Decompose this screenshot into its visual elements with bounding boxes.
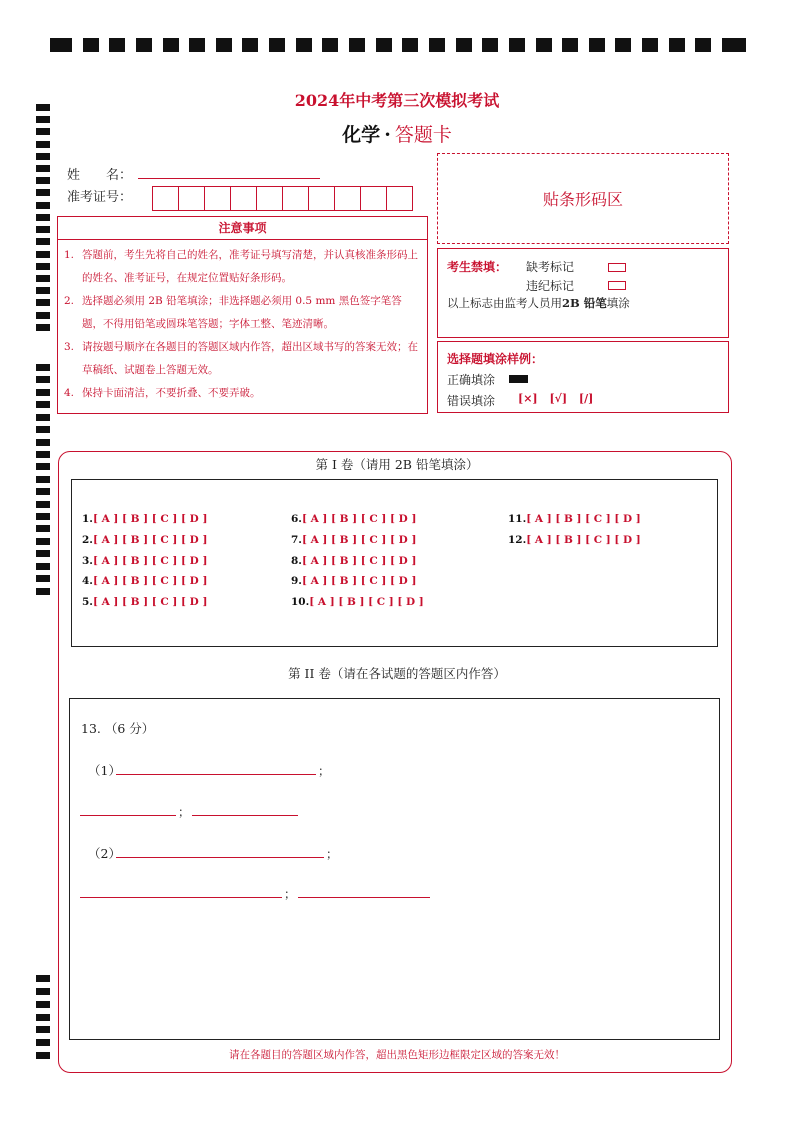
choice-options[interactable]: [ A ] [ B ] [ C ] [ D ]: [526, 533, 641, 546]
timing-mark: [36, 389, 50, 396]
timing-mark: [36, 439, 50, 446]
timing-mark: [36, 376, 50, 383]
name-field[interactable]: [138, 178, 320, 179]
multiple-choice-box: [71, 479, 718, 647]
timing-mark: [36, 1001, 50, 1008]
timing-mark: [36, 414, 50, 421]
timing-mark: [36, 588, 50, 595]
timing-mark: [50, 38, 72, 52]
timing-mark: [322, 38, 338, 52]
correct-fill-label: 正确填涂: [447, 373, 496, 387]
timing-mark: [36, 177, 50, 184]
timing-mark: [36, 563, 50, 570]
part2-title: 第 II 卷（请在各试题的答题区内作答）: [288, 666, 506, 681]
timing-mark: [242, 38, 258, 52]
footer-warning: 请在各题目的答题区域内作答，超出黑色矩形边框限定区域的答案无效！: [229, 1049, 565, 1061]
timing-mark: [36, 988, 50, 995]
examiner-note-bold: 2B 铅笔: [562, 296, 607, 310]
choice-question-number: 10.: [291, 596, 310, 609]
timing-mark: [36, 214, 50, 221]
name-label: 姓 名：: [67, 168, 133, 183]
id-digit-box[interactable]: [386, 186, 413, 211]
notice-item-text: 保持卡面清洁，不要折叠、不要弄破。: [82, 387, 261, 399]
violation-mark-label: 违纪标记: [526, 279, 575, 293]
timing-mark: [36, 426, 50, 433]
semicolon-1b: ；: [178, 805, 191, 819]
timing-mark: [216, 38, 232, 52]
subject-name: 化学: [342, 124, 381, 146]
choice-question-number: 7.: [291, 533, 302, 546]
choice-options[interactable]: [ A ] [ B ] [ C ] [ D ]: [92, 596, 208, 609]
barcode-label: 贴条形码区: [542, 190, 623, 209]
barcode-area: [437, 153, 729, 244]
choice-question[interactable]: [291, 575, 416, 587]
timing-mark: [269, 38, 285, 52]
id-digit-box[interactable]: [256, 186, 283, 211]
examiner-note-suffix: 填涂: [606, 296, 630, 310]
timing-mark: [376, 38, 392, 52]
notice-list: [64, 244, 420, 405]
timing-mark: [36, 312, 50, 319]
timing-mark: [36, 525, 50, 532]
timing-mark: [509, 38, 525, 52]
timing-mark: [36, 251, 50, 258]
timing-mark: [36, 975, 50, 982]
notice-item: [64, 244, 420, 290]
subject-line: [0, 120, 794, 147]
choice-question[interactable]: [82, 596, 207, 608]
notice-item-text: 答题前，考生先将自己的姓名，准考证号填写清楚，并认真核准条形码上的姓名、准考证号，在规定位置贴好条形码。: [82, 249, 418, 284]
timing-mark: [83, 38, 99, 52]
sub-question-2-label: （2）: [88, 846, 121, 861]
choice-question[interactable]: [291, 534, 416, 546]
timing-mark: [36, 538, 50, 545]
timing-mark: [296, 38, 312, 52]
timing-mark: [36, 476, 50, 483]
timing-mark: [722, 38, 746, 52]
timing-mark: [36, 202, 50, 209]
choice-options[interactable]: [ A ] [ B ] [ C ] [ D ]: [92, 575, 208, 588]
choice-question[interactable]: [508, 534, 641, 546]
timing-mark: [36, 401, 50, 408]
id-digit-box[interactable]: [282, 186, 309, 211]
choice-question[interactable]: [82, 534, 207, 546]
id-digit-box[interactable]: [152, 186, 179, 211]
answer-card-label: 答题卡: [394, 124, 452, 146]
id-digit-box[interactable]: [334, 186, 361, 211]
notice-item-text: 请按题号顺序在各题目的答题区域内作答，超出区域书写的答案无效；在草稿纸、试题卷上答题无效。: [82, 341, 418, 376]
part1-title: 第 I 卷（请用 2B 铅笔填涂）: [315, 457, 479, 472]
timing-mark: [36, 299, 50, 306]
timing-mark: [536, 38, 552, 52]
timing-mark: [36, 287, 50, 294]
id-label: 准考证号：: [67, 190, 133, 205]
timing-mark: [589, 38, 605, 52]
choice-question-number: 11.: [508, 513, 527, 525]
timing-mark: [36, 275, 50, 282]
notice-item-number: 1.: [64, 249, 75, 261]
choice-options[interactable]: [ A ] [ B ] [ C ] [ D ]: [301, 575, 417, 588]
timing-mark: [36, 238, 50, 245]
left-timing-marks-middle: [36, 364, 50, 600]
timing-mark: [36, 324, 50, 331]
timing-mark: [136, 38, 152, 52]
notice-item-number: 4.: [64, 387, 75, 399]
id-digit-box[interactable]: [230, 186, 257, 211]
answer-line-1a[interactable]: [116, 774, 316, 775]
timing-mark: [456, 38, 472, 52]
examiner-note: [447, 295, 630, 311]
answer-line-1b[interactable]: [80, 815, 176, 816]
id-digit-box[interactable]: [204, 186, 231, 211]
wrong-fill-label: 错误填涂: [447, 394, 496, 408]
choice-question-number: 8.: [291, 554, 302, 567]
id-digit-box[interactable]: [360, 186, 387, 211]
choice-question-number: 2.: [82, 533, 93, 546]
timing-mark: [36, 1026, 50, 1033]
answer-line-2c[interactable]: [298, 897, 430, 898]
timing-mark: [36, 1014, 50, 1021]
semicolon-2b: ；: [284, 887, 297, 901]
timing-mark: [36, 153, 50, 160]
choice-question-number: 9.: [291, 575, 302, 588]
id-digit-box[interactable]: [178, 186, 205, 211]
notice-item: [64, 290, 420, 336]
notice-box: [57, 216, 428, 414]
choice-question-number: 4.: [82, 575, 93, 588]
choice-options[interactable]: [ A ] [ B ] [ C ] [ D ]: [301, 513, 417, 525]
timing-mark: [615, 38, 631, 52]
semicolon-1a: ；: [318, 764, 331, 778]
choice-options[interactable]: [ A ] [ B ] [ C ] [ D ]: [301, 554, 417, 567]
timing-mark: [36, 364, 50, 371]
notice-title: 注意事项: [58, 217, 427, 240]
timing-mark: [36, 575, 50, 582]
examiner-only-title: 考生禁填：: [447, 260, 508, 274]
answer-line-2a[interactable]: [116, 857, 324, 858]
timing-mark: [109, 38, 125, 52]
choice-question[interactable]: [508, 513, 641, 525]
choice-question[interactable]: [291, 596, 424, 608]
absent-mark-box[interactable]: [608, 263, 626, 272]
answer-line-2b[interactable]: [80, 897, 282, 898]
notice-item: [64, 336, 420, 382]
exam-title: 2024年中考第三次模拟考试: [294, 91, 500, 110]
choice-question-number: 5.: [82, 596, 93, 609]
timing-mark: [36, 501, 50, 508]
choice-question[interactable]: [291, 555, 416, 567]
choice-options[interactable]: [ A ] [ B ] [ C ] [ D ]: [92, 554, 208, 567]
sub-question-1-label: （1）: [88, 763, 121, 778]
timing-mark: [36, 226, 50, 233]
timing-mark: [669, 38, 685, 52]
timing-mark: [482, 38, 498, 52]
question-13-header: 13. （6 分）: [81, 721, 155, 736]
choice-options[interactable]: [ A ] [ B ] [ C ] [ D ]: [301, 533, 417, 546]
choice-options[interactable]: [ A ] [ B ] [ C ] [ D ]: [92, 513, 208, 525]
timing-mark: [36, 550, 50, 557]
id-digit-box[interactable]: [308, 186, 335, 211]
candidate-id-boxes[interactable]: [152, 186, 412, 211]
violation-mark-box[interactable]: [608, 281, 626, 290]
answer-line-1c[interactable]: [192, 815, 298, 816]
wrong-fill-samples: [×] [√] [/]: [518, 392, 594, 405]
timing-mark: [695, 38, 711, 52]
timing-mark: [562, 38, 578, 52]
timing-mark: [189, 38, 205, 52]
fill-sample-title: 选择题填涂样例：: [447, 352, 544, 366]
question-13-box: [69, 698, 720, 1040]
timing-mark: [36, 189, 50, 196]
timing-mark: [36, 165, 50, 172]
choice-question[interactable]: [82, 513, 207, 525]
absent-mark-label: 缺考标记: [526, 260, 575, 274]
top-timing-marks: [50, 38, 746, 52]
choice-options[interactable]: [ A ] [ B ] [ C ] [ D ]: [309, 596, 424, 609]
choice-question-number: 12.: [508, 533, 527, 546]
notice-item-number: 3.: [64, 341, 75, 353]
notice-item-number: 2.: [64, 295, 75, 307]
choice-options[interactable]: [ A ] [ B ] [ C ] [ D ]: [526, 513, 641, 525]
timing-mark: [36, 1039, 50, 1046]
notice-item-text: 选择题必须用 2B 铅笔填涂；非选择题必须用 0.5 mm 黑色签字笔答题，不得用铅笔或圆珠笔答题；字体工整、笔迹清晰。: [82, 295, 402, 330]
timing-mark: [349, 38, 365, 52]
timing-mark: [642, 38, 658, 52]
notice-item: [64, 382, 420, 405]
title-separator: ·: [384, 124, 391, 146]
choice-question[interactable]: [291, 513, 416, 525]
choice-question-number: 6.: [291, 513, 302, 525]
choice-options[interactable]: [ A ] [ B ] [ C ] [ D ]: [92, 533, 208, 546]
examiner-note-prefix: 以上标志由监考人员用: [447, 296, 562, 310]
timing-mark: [163, 38, 179, 52]
timing-mark: [402, 38, 418, 52]
fill-sample-box: [437, 341, 729, 413]
semicolon-2a: ；: [326, 847, 339, 861]
timing-mark: [36, 263, 50, 270]
timing-mark: [36, 513, 50, 520]
examiner-only-box: [437, 248, 729, 338]
choice-question[interactable]: [82, 555, 207, 567]
timing-mark: [36, 488, 50, 495]
choice-question-number: 1.: [82, 513, 93, 525]
choice-question[interactable]: [82, 575, 207, 587]
choice-question-number: 3.: [82, 554, 93, 567]
correct-fill-sample: [509, 375, 528, 383]
timing-mark: [429, 38, 445, 52]
